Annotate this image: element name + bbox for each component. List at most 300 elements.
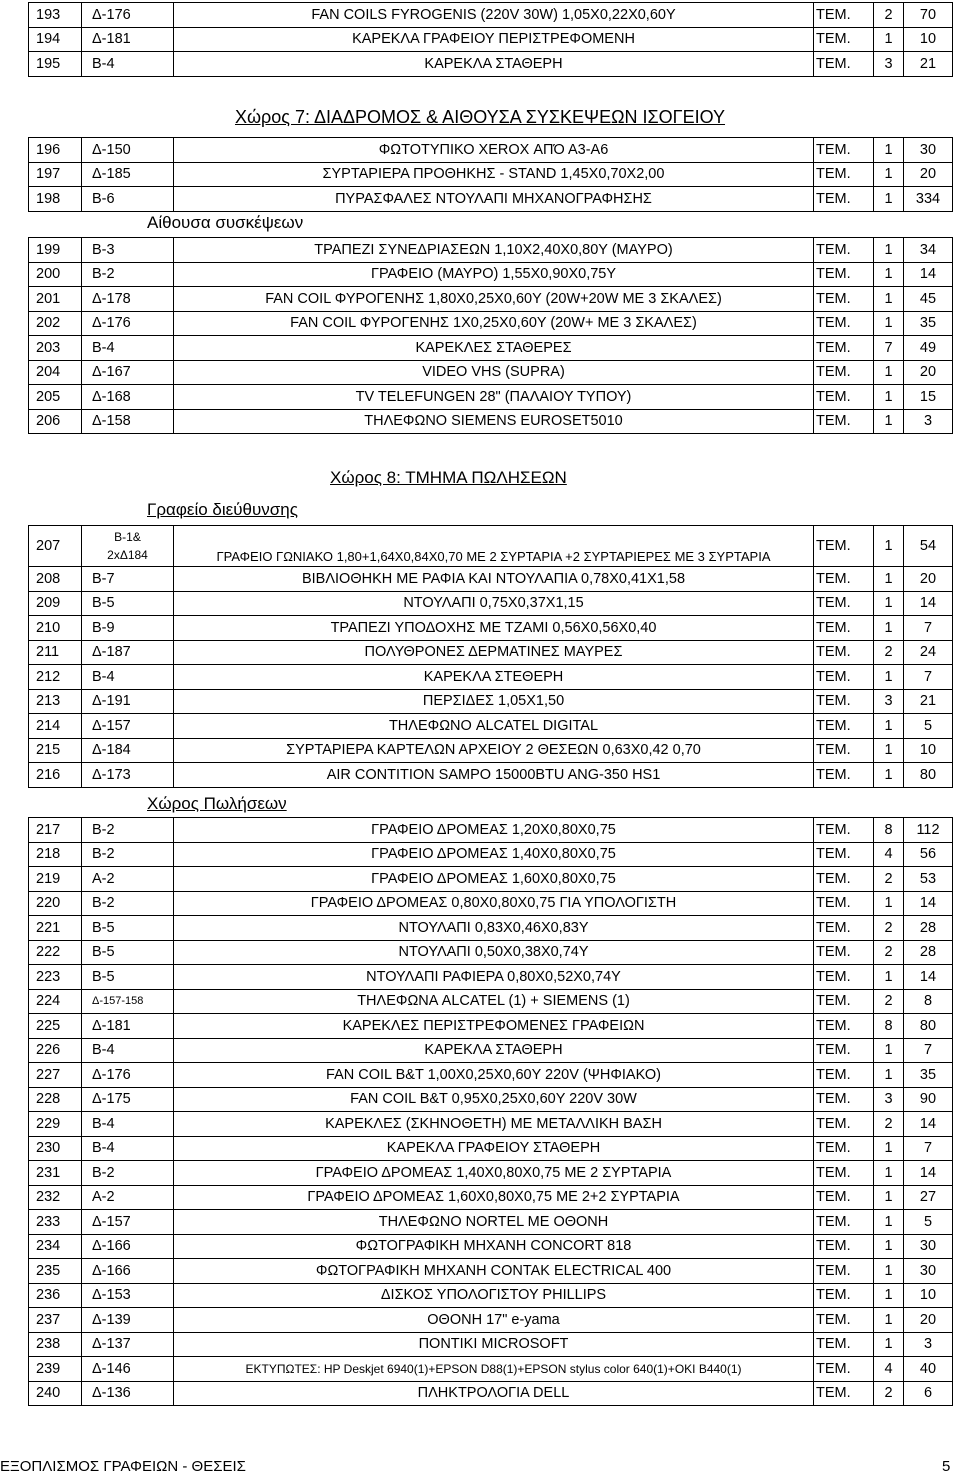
row-value: 8 [904,989,953,1014]
row-description: FAN COIL ΦΥΡΟΓΕΝΗΣ 1,80Χ0,25Χ0,60Υ (20W+20W ΜΕ 3 ΣΚΑΛΕΣ) [174,287,814,312]
row-quantity: 1 [874,738,904,763]
table-row [29,360,953,385]
row-code: Δ-176 [82,3,174,28]
row-code: Δ-176 [82,311,174,336]
row-quantity: 1 [874,360,904,385]
row-code: Β-5 [82,940,174,965]
row-description: ΣΥΡΤΑΡΙΕΡΑ ΚΑΡΤΕΛΩΝ ΑΡΧΕΙΟΥ 2 ΘΕΣΕΩΝ 0,63Χ0,42 0,70 [174,738,814,763]
row-code: Β-7 [82,567,174,592]
row-number: 212 [29,665,82,690]
inventory-table-5 [28,817,953,1406]
row-number: 195 [29,52,82,77]
row-description: ΚΑΡΕΚΛΑ ΓΡΑΦΕΙΟΥ ΠΕΡΙΣΤΡΕΦΟΜΕΝΗ [174,27,814,52]
row-value: 28 [904,916,953,941]
row-quantity: 1 [874,1161,904,1186]
row-value: 30 [904,1259,953,1284]
row-value: 112 [904,818,953,843]
row-number: 238 [29,1332,82,1357]
row-number: 210 [29,616,82,641]
row-unit: ΤΕΜ. [814,916,874,941]
row-number: 237 [29,1308,82,1333]
row-quantity: 2 [874,989,904,1014]
table-row [29,940,953,965]
row-code: Δ-153 [82,1283,174,1308]
row-quantity: 1 [874,526,904,567]
row-unit: ΤΕΜ. [814,1332,874,1357]
row-quantity: 1 [874,1283,904,1308]
row-description: ΝΤΟΥΛΑΠΙ ΡΑΦΙΕΡΑ 0,80Χ0,52Χ0,74Υ [174,965,814,990]
table-row [29,665,953,690]
row-value: 80 [904,1014,953,1039]
row-unit: ΤΕΜ. [814,665,874,690]
row-value: 14 [904,1112,953,1137]
row-code: Β-2 [82,818,174,843]
row-quantity: 2 [874,3,904,28]
row-description: ΓΡΑΦΕΙΟ ΔΡΟΜΕΑΣ 1,60Χ0,80Χ0,75 [174,867,814,892]
row-quantity: 2 [874,916,904,941]
row-description: ΤΗΛΕΦΩΝΟ NORTEL ΜΕ ΟΘΟΝΗ [174,1210,814,1235]
row-value: 54 [904,526,953,567]
row-description: ΦΩΤΟΓΡΑΦΙΚΗ ΜΗΧΑΝΗ CONCORT 818 [174,1234,814,1259]
row-number: 231 [29,1161,82,1186]
row-unit: ΤΕΜ. [814,1112,874,1137]
row-value: 14 [904,891,953,916]
row-quantity: 1 [874,763,904,788]
row-unit: ΤΕΜ. [814,567,874,592]
table-row [29,591,953,616]
row-value: 20 [904,162,953,187]
inventory-table-4 [28,525,953,788]
row-value: 35 [904,311,953,336]
row-number: 219 [29,867,82,892]
row-value: 53 [904,867,953,892]
row-code: Β-4 [82,336,174,361]
row-number: 230 [29,1136,82,1161]
table-row [29,1357,953,1382]
table-row [29,3,953,28]
row-number: 234 [29,1234,82,1259]
row-quantity: 1 [874,891,904,916]
row-number: 228 [29,1087,82,1112]
row-unit: ΤΕΜ. [814,867,874,892]
row-unit: ΤΕΜ. [814,1087,874,1112]
row-quantity: 1 [874,1136,904,1161]
row-code: Δ-167 [82,360,174,385]
row-quantity: 2 [874,1381,904,1406]
row-number: 233 [29,1210,82,1235]
row-number: 222 [29,940,82,965]
subsection-director-office: Γραφείο διεύθυνσης [147,500,298,519]
table-row [29,763,953,788]
row-code: Β-3 [82,238,174,263]
row-number: 239 [29,1357,82,1382]
row-code: Δ-136 [82,1381,174,1406]
row-quantity: 1 [874,287,904,312]
row-code: Β-5 [82,965,174,990]
row-code: Δ-191 [82,689,174,714]
row-description: ΠΛΗΚΤΡΟΛΟΓΙΑ DELL [174,1381,814,1406]
row-value: 45 [904,287,953,312]
row-description: ΣΥΡΤΑΡΙΕΡΑ ΠΡΟΘΗΚΗΣ - STAND 1,45X0,70X2,00 [174,162,814,187]
row-description: ΤΗΛΕΦΩΝΟ SIEMENS EUROSET5010 [174,409,814,434]
table-row [29,989,953,1014]
row-number: 198 [29,187,82,212]
row-description: ΓΡΑΦΕΙΟ ΔΡΟΜΕΑΣ 1,60Χ0,80Χ0,75 ΜΕ 2+2 ΣΥΡΤΑΡΙΑ [174,1185,814,1210]
row-quantity: 1 [874,591,904,616]
row-description: ΓΡΑΦΕΙΟ ΔΡΟΜΕΑΣ 1,40Χ0,80Χ0,75 [174,842,814,867]
row-quantity: 1 [874,385,904,410]
row-number: 235 [29,1259,82,1284]
row-description: ΝΤΟΥΛΑΠΙ 0,50Χ0,38Χ0,74Υ [174,940,814,965]
table-row [29,1381,953,1406]
row-unit: ΤΕΜ. [814,162,874,187]
row-value: 56 [904,842,953,867]
row-number: 214 [29,714,82,739]
row-value: 5 [904,1210,953,1235]
row-unit: ΤΕΜ. [814,526,874,567]
row-value: 35 [904,1063,953,1088]
table-row [29,1259,953,1284]
subsection-sales-area: Χώρος Πωλήσεων [147,794,287,813]
row-value: 30 [904,138,953,163]
row-value: 7 [904,1136,953,1161]
row-code: Β-9 [82,616,174,641]
row-quantity: 1 [874,665,904,690]
row-unit: ΤΕΜ. [814,1381,874,1406]
row-code: Α-2 [82,1185,174,1210]
row-quantity: 1 [874,1210,904,1235]
row-value: 15 [904,385,953,410]
row-unit: ΤΕΜ. [814,1234,874,1259]
row-value: 6 [904,1381,953,1406]
table-row [29,1332,953,1357]
row-description: TV TELEFUNGEN 28" (ΠΑΛΑΙΟΥ ΤΥΠΟΥ) [174,385,814,410]
row-number: 197 [29,162,82,187]
row-number: 220 [29,891,82,916]
row-number: 202 [29,311,82,336]
table-row [29,842,953,867]
row-number: 236 [29,1283,82,1308]
row-value: 34 [904,238,953,263]
row-quantity: 2 [874,640,904,665]
row-code: Δ-173 [82,763,174,788]
row-quantity: 8 [874,818,904,843]
row-unit: ΤΕΜ. [814,3,874,28]
table-row [29,1308,953,1333]
row-number: 225 [29,1014,82,1039]
row-quantity: 1 [874,311,904,336]
row-value: 28 [904,940,953,965]
row-description: AIR CONTITION SAMPO 15000BTU ANG-350 HS1 [174,763,814,788]
row-quantity: 1 [874,138,904,163]
row-quantity: 1 [874,262,904,287]
row-number: 218 [29,842,82,867]
page-footer: ΕΞΟΠΛΙΣΜΟΣ ΓΡΑΦΕΙΩΝ - ΘΕΣΕΙΣ [0,1458,246,1475]
row-unit: ΤΕΜ. [814,738,874,763]
row-code: Δ-137 [82,1332,174,1357]
row-value: 24 [904,640,953,665]
row-value: 14 [904,965,953,990]
row-quantity: 3 [874,52,904,77]
row-description: VIDEO VHS (SUPRA) [174,360,814,385]
row-unit: ΤΕΜ. [814,187,874,212]
row-value: 90 [904,1087,953,1112]
row-value: 10 [904,27,953,52]
row-quantity: 1 [874,1234,904,1259]
table-row [29,1014,953,1039]
row-quantity: 1 [874,1259,904,1284]
row-description: FAN COIL ΦΥΡΟΓΕΝΗΣ 1Χ0,25Χ0,60Υ (20W+ ΜΕ 3 ΣΚΑΛΕΣ) [174,311,814,336]
row-code: Β-5 [82,591,174,616]
row-description: ΚΑΡΕΚΛΕΣ ΣΤΑΘΕΡΕΣ [174,336,814,361]
row-quantity: 3 [874,1087,904,1112]
row-unit: ΤΕΜ. [814,1063,874,1088]
row-code: Α-2 [82,867,174,892]
subsection-meeting-room: Αίθουσα συσκέψεων [147,213,304,232]
row-code: Δ-181 [82,27,174,52]
table-row [29,238,953,263]
row-quantity: 1 [874,1308,904,1333]
inventory-table-2 [28,137,953,212]
row-unit: ΤΕΜ. [814,1210,874,1235]
table-row [29,1161,953,1186]
row-unit: ΤΕΜ. [814,1038,874,1063]
row-value: 10 [904,738,953,763]
row-quantity: 1 [874,567,904,592]
row-number: 223 [29,965,82,990]
row-quantity: 1 [874,27,904,52]
row-code: Δ-187 [82,640,174,665]
row-description: ΚΑΡΕΚΛΕΣ ΠΕΡΙΣΤΡΕΦΟΜΕΝΕΣ ΓΡΑΦΕΙΩΝ [174,1014,814,1039]
table-row [29,27,953,52]
row-value: 5 [904,714,953,739]
row-description: ΝΤΟΥΛΑΠΙ 0,83Χ0,46Χ0,83Υ [174,916,814,941]
table-row [29,891,953,916]
table-row [29,640,953,665]
table-row [29,1283,953,1308]
row-code: Β-4 [82,665,174,690]
row-value: 30 [904,1234,953,1259]
row-number: 209 [29,591,82,616]
row-unit: ΤΕΜ. [814,311,874,336]
row-code: Β-5 [82,916,174,941]
row-description: ΕΚΤΥΠΩΤΕΣ: HP Deskjet 6940(1)+EPSON D88(1)+EPSON stylus color 640(1)+OKI B440(1) [174,1357,814,1382]
row-number: 196 [29,138,82,163]
row-unit: ΤΕΜ. [814,238,874,263]
row-code: Δ-185 [82,162,174,187]
row-code: Δ-146 [82,1357,174,1382]
row-code: Β-4 [82,1038,174,1063]
row-code-line1: Β-1& [114,530,141,544]
row-unit: ΤΕΜ. [814,1283,874,1308]
table-row [29,52,953,77]
row-unit: ΤΕΜ. [814,818,874,843]
row-unit: ΤΕΜ. [814,891,874,916]
table-row [29,1185,953,1210]
row-description: FAN COIL B&T 0,95Χ0,25Χ0,60Υ 220V 30W [174,1087,814,1112]
row-value: 27 [904,1185,953,1210]
table-row [29,1038,953,1063]
table-row [29,1136,953,1161]
row-description: ΓΡΑΦΕΙΟ ΔΡΟΜΕΑΣ 0,80Χ0,80Χ0,75 ΓΙΑ ΥΠΟΛΟΓΙΣΤΗ [174,891,814,916]
row-unit: ΤΕΜ. [814,1185,874,1210]
row-value: 3 [904,1332,953,1357]
row-description: ΚΑΡΕΚΛΑ ΓΡΑΦΕΙΟΥ ΣΤΑΘΕΡΗ [174,1136,814,1161]
row-unit: ΤΕΜ. [814,640,874,665]
row-quantity: 1 [874,965,904,990]
row-unit: ΤΕΜ. [814,842,874,867]
table-row [29,689,953,714]
row-number: 240 [29,1381,82,1406]
row-number: 227 [29,1063,82,1088]
row-number: 229 [29,1112,82,1137]
row-value: 14 [904,262,953,287]
row-quantity: 1 [874,238,904,263]
row-quantity: 1 [874,1038,904,1063]
row-value: 70 [904,3,953,28]
row-quantity: 1 [874,714,904,739]
row-quantity: 4 [874,842,904,867]
row-quantity: 2 [874,1112,904,1137]
row-code: Β-4 [82,1112,174,1137]
inventory-table-1 [28,2,953,77]
row-value: 21 [904,52,953,77]
table-row [29,1063,953,1088]
row-unit: ΤΕΜ. [814,52,874,77]
table-row [29,287,953,312]
row-code: Β-4 [82,52,174,77]
row-code: Δ-178 [82,287,174,312]
row-code [82,526,174,567]
row-value: 14 [904,1161,953,1186]
row-unit: ΤΕΜ. [814,1259,874,1284]
row-description: ΠΟΛΥΘΡΟΝΕΣ ΔΕΡΜΑΤΙΝΕΣ ΜΑΥΡΕΣ [174,640,814,665]
row-number: 208 [29,567,82,592]
table-row [29,1087,953,1112]
row-code: Β-2 [82,891,174,916]
row-number: 193 [29,3,82,28]
row-description: ΔΙΣΚΟΣ ΥΠΟΛΟΓΙΣΤΟΥ PHILLIPS [174,1283,814,1308]
table-row [29,336,953,361]
row-code: Δ-157-158 [82,989,174,1014]
row-description: FAN COIL B&T 1,00Χ0,25Χ0,60Υ 220V (ΨΗΦΙΑΚΟ) [174,1063,814,1088]
row-value: 10 [904,1283,953,1308]
row-unit: ΤΕΜ. [814,591,874,616]
row-value: 40 [904,1357,953,1382]
row-value: 7 [904,1038,953,1063]
row-unit: ΤΕΜ. [814,385,874,410]
row-number: 215 [29,738,82,763]
table-row [29,1234,953,1259]
row-description: ΦΩΤΟΓΡΑΦΙΚΗ ΜΗΧΑΝΗ CONTAK ELECTRICAL 400 [174,1259,814,1284]
row-number: 221 [29,916,82,941]
row-code: Δ-157 [82,1210,174,1235]
row-unit: ΤΕΜ. [814,409,874,434]
table-row [29,311,953,336]
row-number: 213 [29,689,82,714]
table-row [29,385,953,410]
inventory-table-3 [28,237,953,434]
row-unit: ΤΕΜ. [814,965,874,990]
row-code: Δ-166 [82,1259,174,1284]
table-row [29,1210,953,1235]
table-row [29,916,953,941]
row-unit: ΤΕΜ. [814,1308,874,1333]
row-description: ΠΥΡΑΣΦΑΛΕΣ ΝΤΟΥΛΑΠΙ ΜΗΧΑΝΟΓΡΑΦΗΣΗΣ [174,187,814,212]
section-7-title: Χώρος 7: ΔΙΑΔΡΟΜΟΣ & ΑΙΘΟΥΣΑ ΣΥΣΚΕΨΕΩΝ ΙΣΟΓΕΙΟΥ [234,107,726,127]
row-number: 226 [29,1038,82,1063]
row-code: Β-2 [82,842,174,867]
row-code: Β-6 [82,187,174,212]
row-code: Δ-168 [82,385,174,410]
row-unit: ΤΕΜ. [814,1136,874,1161]
row-description: ΒΙΒΛΙΟΘΗΚΗ ΜΕ ΡΑΦΙΑ ΚΑΙ ΝΤΟΥΛΑΠΙΑ 0,78Χ0,41Χ1,58 [174,567,814,592]
row-quantity: 2 [874,867,904,892]
row-value: 7 [904,616,953,641]
row-number: 204 [29,360,82,385]
row-description: ΝΤΟΥΛΑΠΙ 0,75Χ0,37Χ1,15 [174,591,814,616]
row-quantity: 1 [874,187,904,212]
row-value: 7 [904,665,953,690]
page-number: 5 [942,1458,951,1475]
row-code: Δ-166 [82,1234,174,1259]
row-code: Β-4 [82,1136,174,1161]
row-number: 199 [29,238,82,263]
row-code: Δ-176 [82,1063,174,1088]
table-row [29,818,953,843]
row-description: ΓΡΑΦΕΙΟ (ΜΑΥΡΟ) 1,55Χ0,90Χ0,75Υ [174,262,814,287]
table-row [29,567,953,592]
row-unit: ΤΕΜ. [814,940,874,965]
row-description: ΠΕΡΣΙΔΕΣ 1,05Χ1,50 [174,689,814,714]
row-unit: ΤΕΜ. [814,287,874,312]
row-unit: ΤΕΜ. [814,1357,874,1382]
row-description: ΓΡΑΦΕΙΟ ΔΡΟΜΕΑΣ 1,40Χ0,80Χ0,75 ΜΕ 2 ΣΥΡΤΑΡΙΑ [174,1161,814,1186]
row-unit: ΤΕΜ. [814,989,874,1014]
table-row [29,162,953,187]
row-unit: ΤΕΜ. [814,27,874,52]
row-description: ΤΡΑΠΕΖΙ ΥΠΟΔΟΧΗΣ ΜΕ ΤΖΑΜΙ 0,56Χ0,56Χ0,40 [174,616,814,641]
table-row [29,526,953,567]
table-row [29,187,953,212]
row-number: 224 [29,989,82,1014]
row-description: ΤΡΑΠΕΖΙ ΣΥΝΕΔΡΙΑΣΕΩΝ 1,10Χ2,40Χ0,80Υ (ΜΑΥΡΟ) [174,238,814,263]
row-number: 207 [29,526,82,567]
row-description: ΚΑΡΕΚΛΑ ΣΤΑΘΕΡΗ [174,1038,814,1063]
row-number: 205 [29,385,82,410]
row-unit: ΤΕΜ. [814,1014,874,1039]
table-row [29,965,953,990]
row-quantity: 1 [874,1332,904,1357]
row-code: Δ-150 [82,138,174,163]
row-description: FAN COILS FYROGENIS (220V 30W) 1,05X0,22X0,60Y [174,3,814,28]
row-value: 20 [904,567,953,592]
row-code-line2: 2xΔ184 [107,548,148,562]
row-quantity: 4 [874,1357,904,1382]
row-code: Δ-175 [82,1087,174,1112]
table-row [29,1112,953,1137]
row-number: 217 [29,818,82,843]
row-description: ΓΡΑΦΕΙΟ ΓΩΝΙΑΚΟ 1,80+1,64Χ0,84Χ0,70 ΜΕ 2 ΣΥΡΤΑΡΙΑ +2 ΣΥΡΤΑΡΙΕΡΕΣ ΜΕ 3 ΣΥΡΤΑΡΙΑ [174,526,814,567]
row-number: 203 [29,336,82,361]
row-quantity: 1 [874,1185,904,1210]
row-value: 14 [904,591,953,616]
row-code: Δ-158 [82,409,174,434]
row-number: 211 [29,640,82,665]
row-value: 21 [904,689,953,714]
row-code: Δ-184 [82,738,174,763]
table-row [29,714,953,739]
